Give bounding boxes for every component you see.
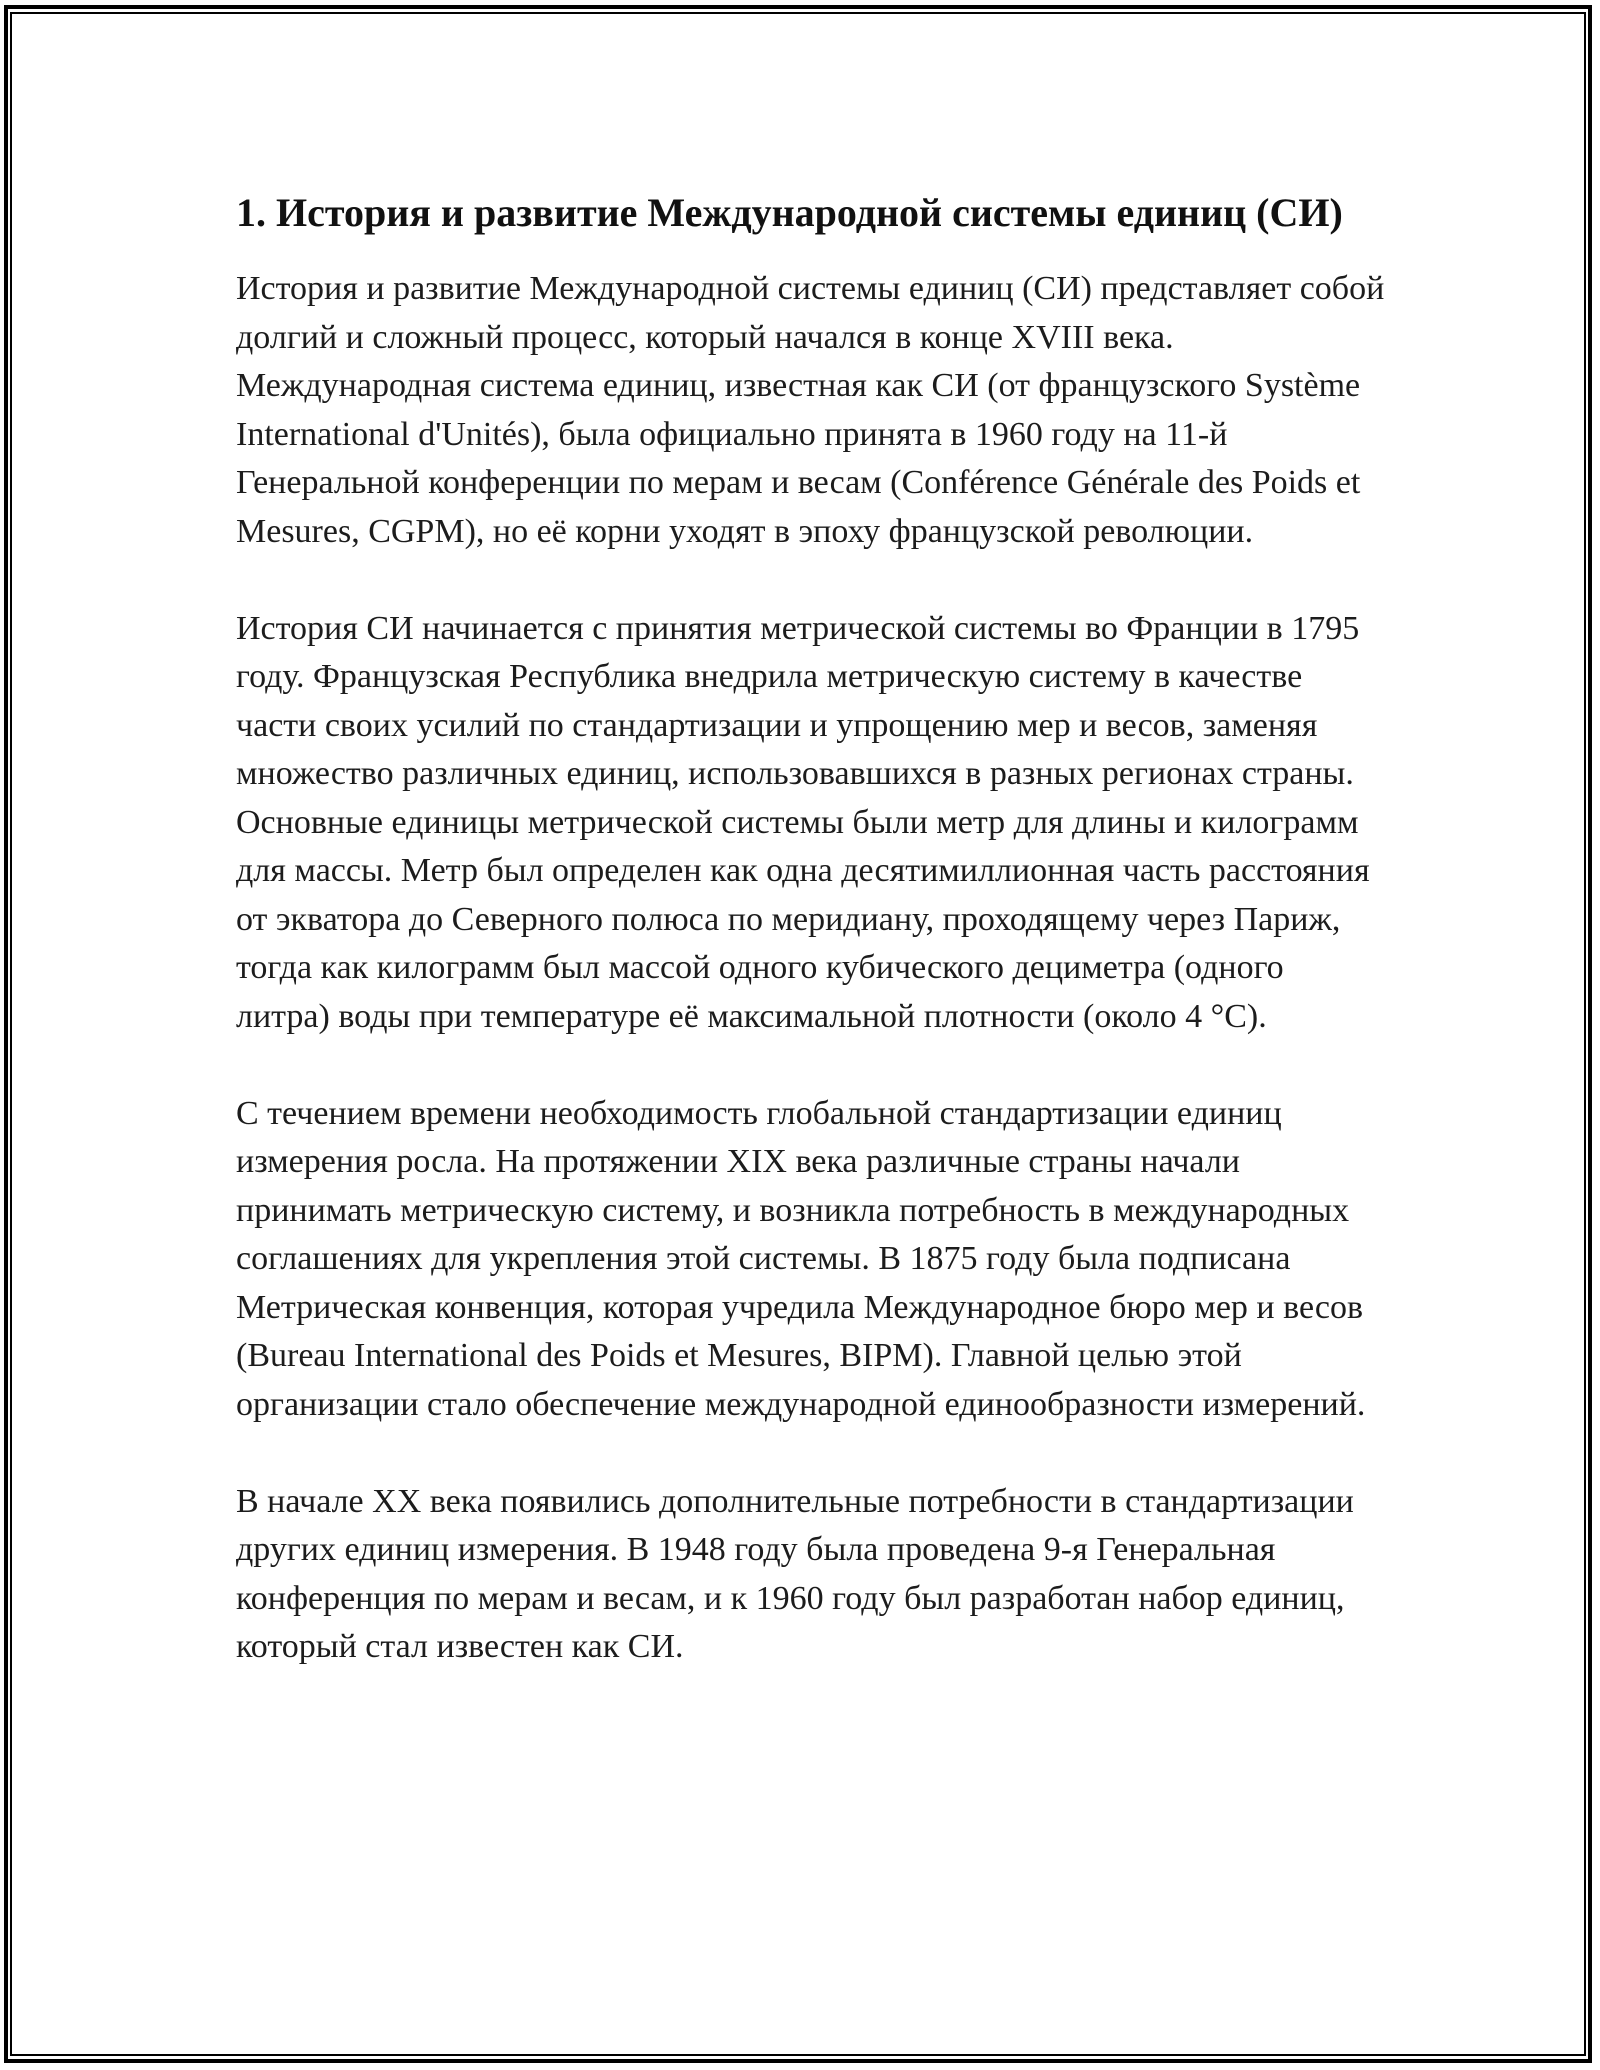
paragraph-twentieth-century: В начале XX века появились дополнительные потребности в стандартизации других единиц измерения. В 1948 году была проведена 9-я Генеральная конференция по мерам и весам, и к 1960 году был разработан набор единиц, который стал известен как СИ. (236, 1482, 1354, 1665)
paragraph-metric-system: История СИ начинается с принятия метрической системы во Франции в 1795 году. Французская Республика внедрила метрическую систему в качестве части своих усилий по стандартизации и упрощению мер и весов, заменяя множество различных единиц, использовавшихся в разных регионах страны. Основные единицы метрической системы были метр для длины и килограмм для массы. Метр был определен как одна десятимиллионная часть расстояния от экватора до Северного полюса по меридиану, проходящему через Париж, тогда как килограмм был массой одного кубического дециметра (одного литра) воды при температуре её максимальной плотности (около 4 °C). (236, 609, 1370, 1035)
section-heading: 1. История и развитие Международной системы единиц (СИ) (236, 190, 1343, 235)
paragraph-intro: История и развитие Международной системы единиц (СИ) представляет собой долгий и сложный процесс, который начался в конце XVIII века. Международная система единиц, известная как СИ (от французского Système International d'Unités), была официально принята в 1960 году на 11-й Генеральной конференции по мерам и весам (Conférence Générale des Poids et Mesures, CGPM), но её корни уходят в эпоху французской революции. (236, 270, 1385, 550)
paragraph-metric-convention: С течением времени необходимость глобальной стандартизации единиц измерения росла. На протяжении XIX века различные страны начали принимать метрическую систему, и возникла потребность в международных соглашениях для укрепления этой системы. В 1875 году была подписана Метрическая конвенция, которая учредила Международное бюро мер и весов (Bureau International des Poids et Mesures, BIPM). Главной целью этой организации стало обеспечение международной единообразности измерений. (236, 1094, 1366, 1423)
document-body (236, 185, 1386, 1672)
